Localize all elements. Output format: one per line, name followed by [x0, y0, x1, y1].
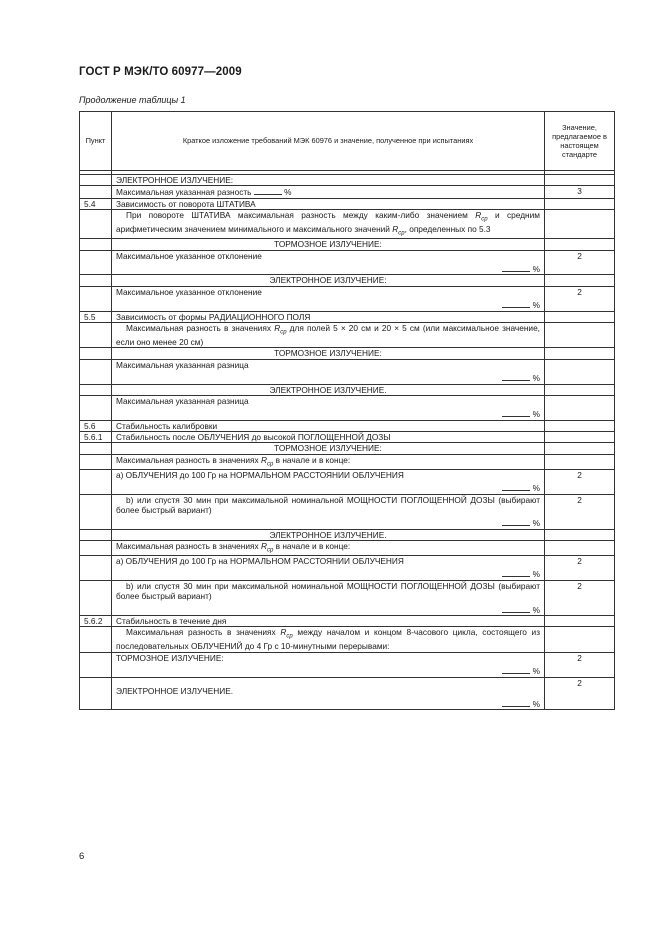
- percent-sign: %: [532, 483, 540, 494]
- header-value: Значение, предлагаемое в настоящем стандарте: [545, 112, 615, 171]
- percent-sign: %: [532, 666, 540, 677]
- value-cell: 2: [545, 580, 615, 615]
- header-item: Пункт: [80, 112, 112, 171]
- percent-sign: %: [532, 373, 540, 384]
- item-number: 5.6: [80, 420, 112, 431]
- blank-line: [254, 186, 282, 195]
- row-label: b) или спустя 30 мин при максимальной номинальной МОЩНОСТИ ПОГЛОЩЕННОЙ ДОЗЫ (выбирают более быстрый вариант): [116, 494, 540, 515]
- value-cell: 2: [545, 556, 615, 581]
- table-row: [80, 250, 615, 275]
- table-row: [80, 186, 615, 198]
- table-row: [80, 275, 615, 286]
- table-row: [80, 454, 615, 469]
- table-row: [80, 175, 615, 186]
- table-row: [80, 239, 615, 250]
- table-row: [80, 311, 615, 322]
- percent-sign: %: [532, 518, 540, 529]
- table-row: [80, 198, 615, 209]
- document-title: ГОСТ Р МЭК/ТО 60977—2009: [79, 66, 242, 78]
- table-row: [80, 652, 615, 677]
- requirement-text: Максимальная разность в значениях $R_{ср}$ в начале и в конце:: [112, 540, 545, 555]
- requirement-text: Максимальная разность в значениях $R_{ср}$ между началом и концом 8-часового цикла, состоящего из последовательных ОБЛУЧЕНИЙ до 4 Гр с 10-минутными перерывами:: [112, 627, 545, 653]
- table-row: [80, 395, 615, 420]
- table-row: [80, 443, 615, 454]
- radiation-heading: ТОРМОЗНОЕ ИЗЛУЧЕНИЕ:: [112, 443, 545, 454]
- table-row: [80, 615, 615, 626]
- row-label: Максимальное указанное отклонение: [116, 286, 262, 297]
- value-cell: 3: [545, 186, 615, 198]
- radiation-heading: ЭЛЕКТРОННОЕ ИЗЛУЧЕНИЕ.: [112, 384, 545, 395]
- radiation-heading: ТОРМОЗНОЕ ИЗЛУЧЕНИЕ:: [112, 348, 545, 359]
- table-continuation-caption: Продолжение таблицы 1: [79, 95, 186, 105]
- radiation-heading: ТОРМОЗНОЕ ИЗЛУЧЕНИЕ:: [116, 652, 224, 663]
- table-row: [80, 431, 615, 442]
- row-label: ЭЛЕКТРОННОЕ ИЗЛУЧЕНИЕ:: [112, 175, 545, 186]
- radiation-heading: ТОРМОЗНОЕ ИЗЛУЧЕНИЕ:: [112, 239, 545, 250]
- blank-line: [502, 408, 530, 417]
- table-row: [80, 384, 615, 395]
- row-label: Максимальная указанная разница: [116, 359, 249, 370]
- item-number: 5.4: [80, 198, 112, 209]
- row-label: Максимальная указанная разность: [116, 187, 252, 198]
- table-row: [80, 677, 615, 710]
- table-row: [80, 556, 615, 581]
- radiation-heading: ЭЛЕКТРОННОЕ ИЗЛУЧЕНИЕ.: [112, 529, 545, 540]
- table-row: [80, 627, 615, 653]
- blank-line: [502, 568, 530, 577]
- percent-sign: %: [532, 569, 540, 580]
- table-row: [80, 286, 615, 311]
- blank-line: [502, 263, 530, 272]
- header-requirements: Краткое изложение требований МЭК 60976 и значение, полученное при испытаниях: [112, 112, 545, 171]
- percent-sign: %: [532, 698, 540, 709]
- row-label: Максимальное указанное отклонение: [116, 250, 262, 261]
- value-cell: 2: [545, 652, 615, 677]
- percent-sign: %: [532, 604, 540, 615]
- table-row: [80, 540, 615, 555]
- requirement-text: Максимальная разность в значениях $R_{ср}$ в начале и в конце:: [112, 454, 545, 469]
- section-heading: Стабильность после ОБЛУЧЕНИЯ до высокой ПОГЛОЩЕННОЙ ДОЗЫ: [112, 431, 545, 442]
- table-row: [80, 494, 615, 529]
- table-row: [80, 580, 615, 615]
- table-row: [80, 529, 615, 540]
- table-row: [80, 469, 615, 494]
- table-row: [80, 420, 615, 431]
- value-cell: 2: [545, 677, 615, 710]
- blank-line: [502, 482, 530, 491]
- blank-line: [502, 665, 530, 674]
- row-label: Максимальная указанная разница: [116, 395, 249, 406]
- section-heading: Зависимость от поворота ШТАТИВА: [112, 198, 545, 209]
- blank-line: [502, 372, 530, 381]
- requirements-table: [79, 111, 615, 710]
- item-number: 5.6.2: [80, 615, 112, 626]
- value-cell: 2: [545, 494, 615, 529]
- percent-sign: %: [284, 187, 292, 198]
- item-number: 5.6.1: [80, 431, 112, 442]
- table-row: [80, 359, 615, 384]
- table-row: [80, 322, 615, 348]
- blank-line: [502, 517, 530, 526]
- value-cell: 2: [545, 286, 615, 311]
- requirement-text: Максимальная разность в значениях $R_{ср}$ для полей 5 × 20 см и 20 × 5 см (или максимальное значение, если оно менее 20 см): [112, 322, 545, 348]
- section-heading: Стабильность в течение дня: [112, 615, 545, 626]
- value-cell: 2: [545, 250, 615, 275]
- blank-line: [502, 604, 530, 613]
- radiation-heading: ЭЛЕКТРОННОЕ ИЗЛУЧЕНИЕ:: [112, 275, 545, 286]
- percent-sign: %: [532, 300, 540, 311]
- table-row: [80, 210, 615, 239]
- radiation-heading: ЭЛЕКТРОННОЕ ИЗЛУЧЕНИЕ.: [116, 685, 234, 696]
- row-label: а) ОБЛУЧЕНИЯ до 100 Гр на НОРМАЛЬНОМ РАССТОЯНИИ ОБЛУЧЕНИЯ: [116, 556, 404, 567]
- table-row: [80, 348, 615, 359]
- percent-sign: %: [532, 264, 540, 275]
- requirement-text: При повороте ШТАТИВА максимальная разность между каким-либо значением $R_{ср}$ и средним арифметическим значением минимального и максимального значений $R_{ср}$, определенных по 5.3: [112, 210, 545, 239]
- row-label: b) или спустя 30 мин при максимальной номинальной МОЩНОСТИ ПОГЛОЩЕННОЙ ДОЗЫ (выбирают более быстрый вариант): [116, 580, 540, 602]
- section-heading: Зависимость от формы РАДИАЦИОННОГО ПОЛЯ: [112, 311, 545, 322]
- blank-line: [502, 698, 530, 707]
- item-number: 5.5: [80, 311, 112, 322]
- row-label: а) ОБЛУЧЕНИЯ до 100 Гр на НОРМАЛЬНОМ РАССТОЯНИИ ОБЛУЧЕНИЯ: [116, 469, 404, 480]
- value-cell: 2: [545, 469, 615, 494]
- page-number: 6: [79, 851, 85, 862]
- table-header-row: [80, 112, 615, 171]
- percent-sign: %: [532, 409, 540, 420]
- section-heading: Стабильность калибровки: [112, 420, 545, 431]
- blank-line: [502, 299, 530, 308]
